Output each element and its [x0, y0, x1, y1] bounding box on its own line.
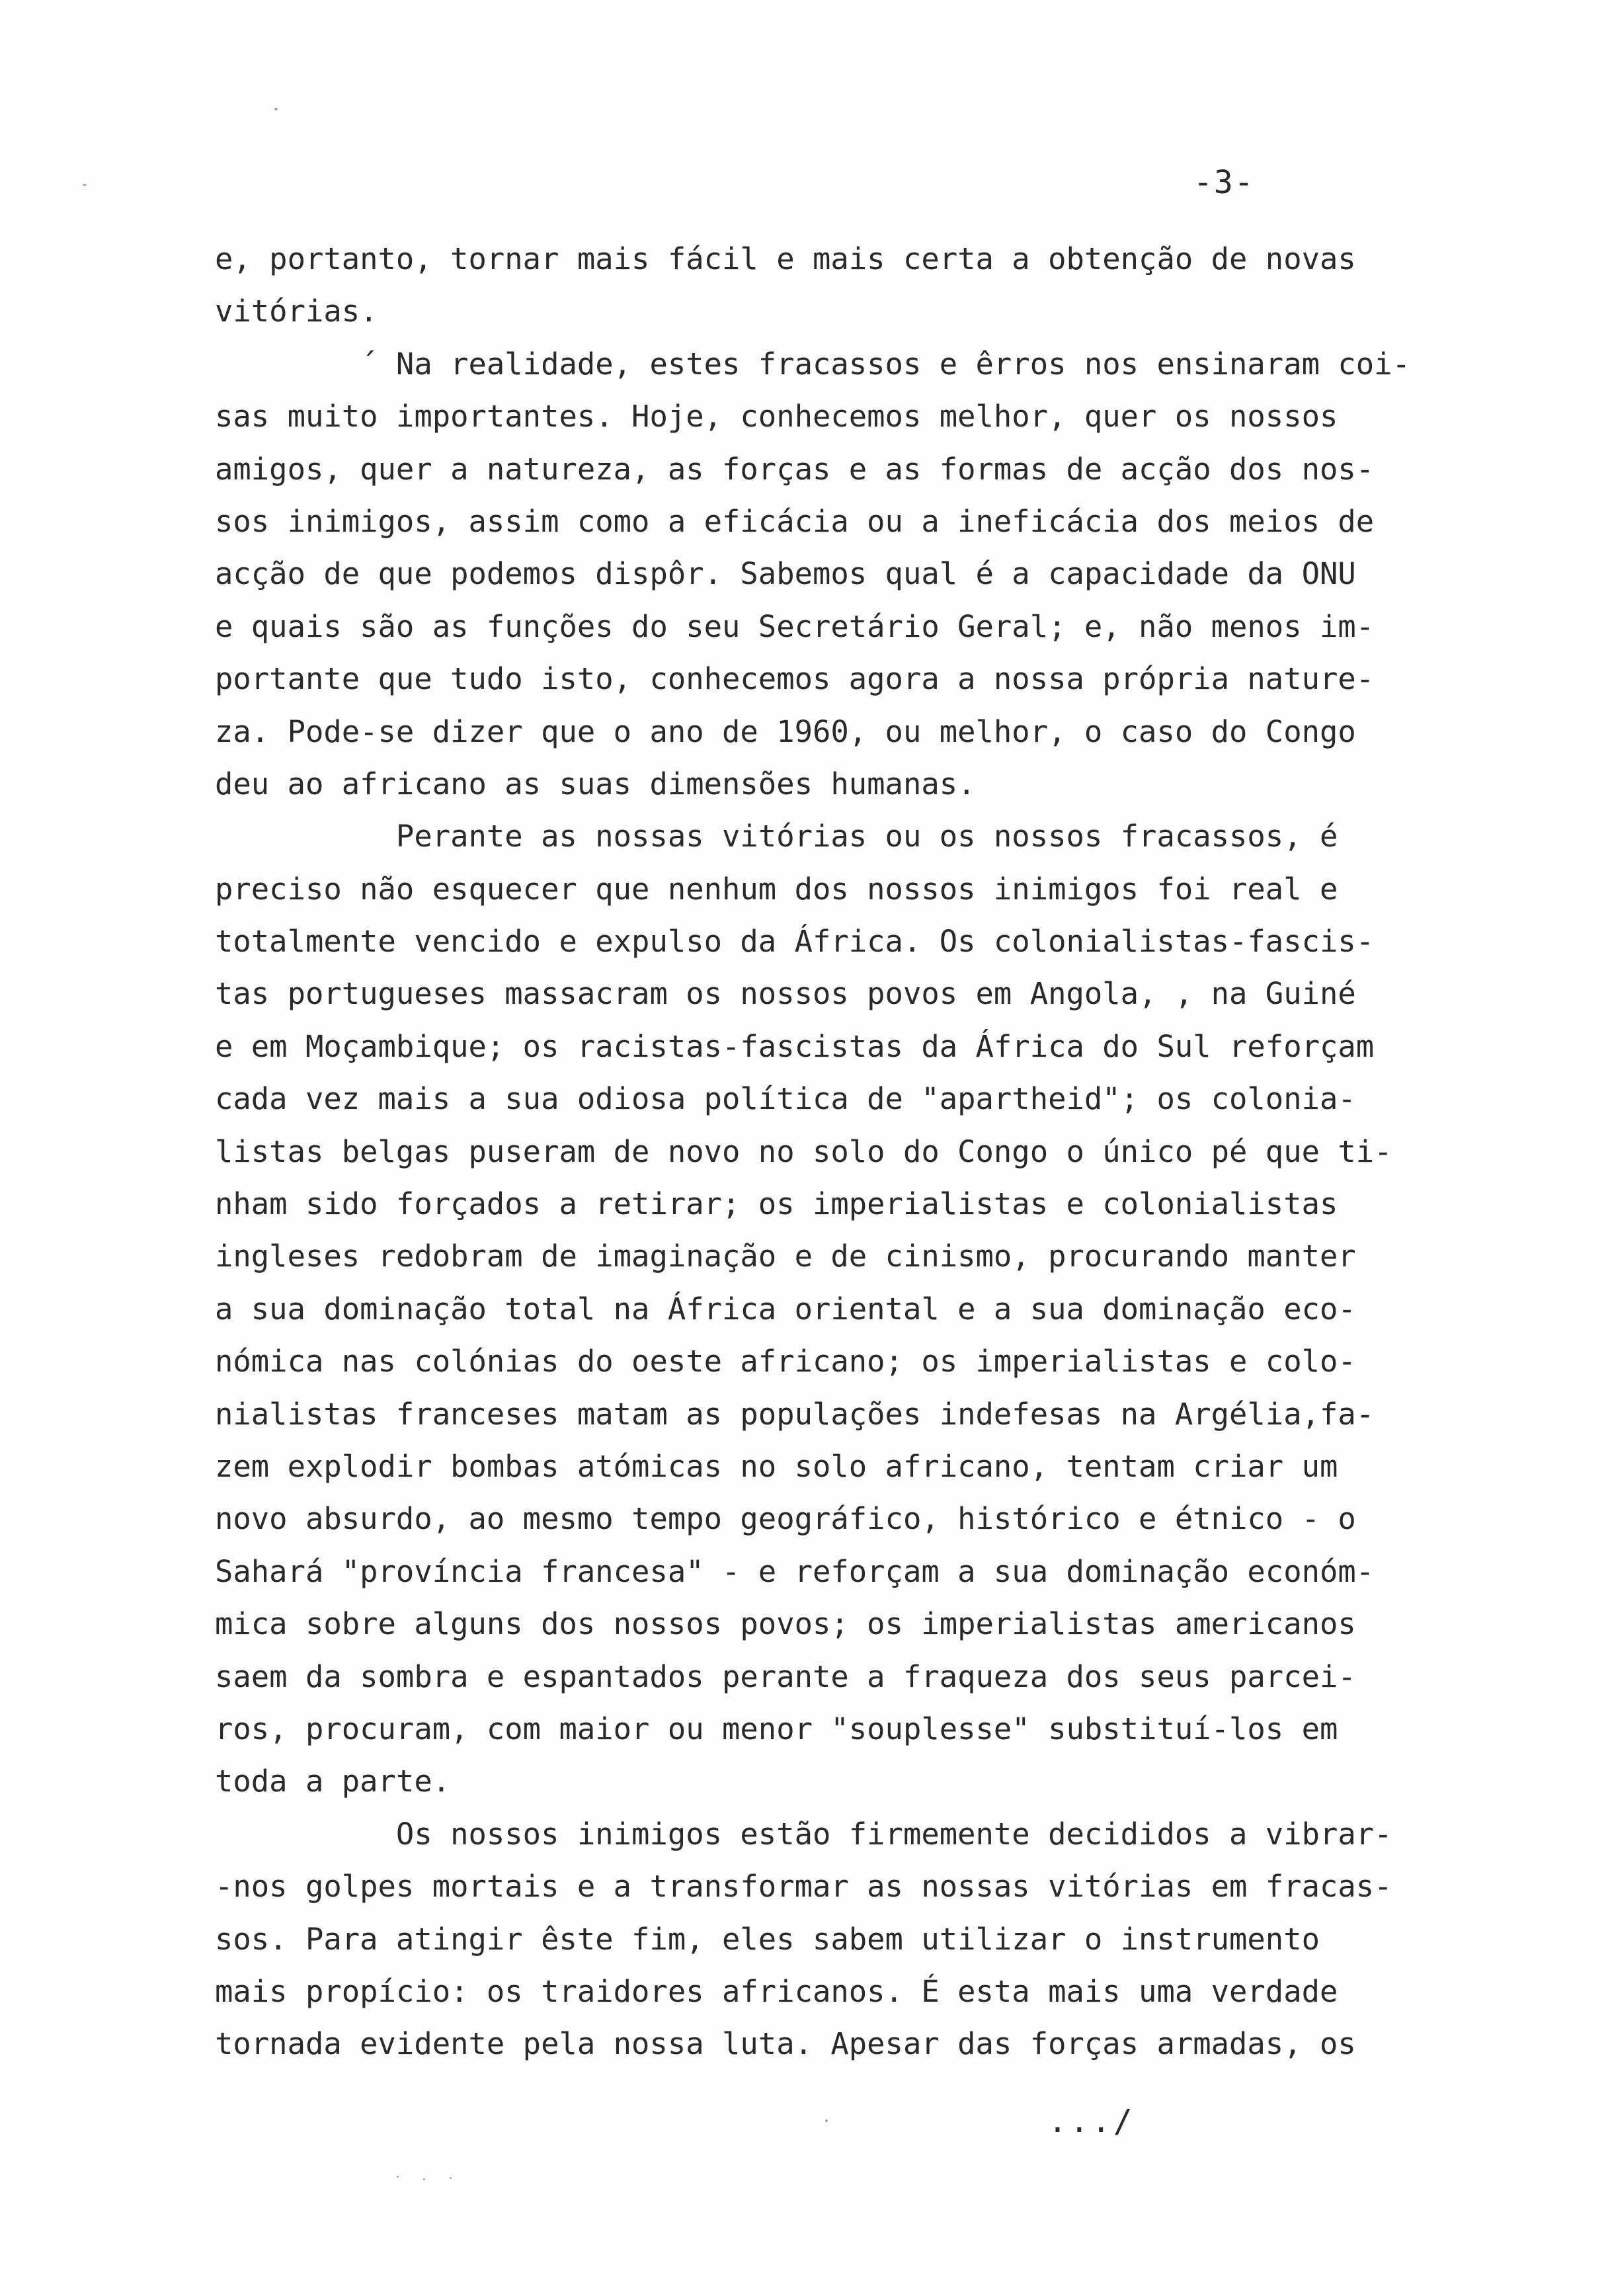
text-line: ´ Na realidade, estes fracassos e êrros nos ensinaram coi-	[215, 346, 1410, 382]
text-line: nómica nas colónias do oeste africano; os imperialistas e colo-	[215, 1344, 1356, 1379]
text-line: Os nossos inimigos estão firmemente decididos a vibrar-	[215, 1816, 1392, 1852]
scan-speck	[274, 108, 278, 110]
scan-speck	[825, 2119, 828, 2122]
scan-speck	[83, 184, 87, 186]
text-line: novo absurdo, ao mesmo tempo geográfico, histórico e étnico - o	[215, 1501, 1356, 1537]
continuation-mark	[1048, 2103, 1135, 2140]
continuation-dots: ...	[1048, 2103, 1113, 2140]
body-text	[215, 233, 1498, 2070]
text-line: acção de que podemos dispôr. Sabemos qual é a capacidade da ONU	[215, 556, 1356, 592]
text-line: nialistas franceses matam as populações indefesas na Argélia,fa-	[215, 1396, 1375, 1432]
page-number: -3-	[1193, 164, 1255, 201]
text-line: ingleses redobram de imaginação e de cinismo, procurando manter	[215, 1239, 1356, 1274]
text-line: sos. Para atingir êste fim, eles sabem utilizar o instrumento	[215, 1921, 1320, 1957]
text-line: sos inimigos, assim como a eficácia ou a ineficácia dos meios de	[215, 503, 1375, 539]
text-line: mais propício: os traidores africanos. É esta mais uma verdade	[215, 1973, 1338, 2009]
paragraph-2	[215, 338, 1498, 811]
text-line: deu ao africano as suas dimensões humanas.	[215, 766, 976, 801]
text-line: Perante as nossas vitórias ou os nossos fracassos, é	[215, 819, 1338, 854]
text-line: sas muito importantes. Hoje, conhecemos melhor, quer os nossos	[215, 399, 1338, 434]
text-line: mica sobre alguns dos nossos povos; os imperialistas americanos	[215, 1606, 1356, 1642]
paragraph-3	[215, 810, 1498, 1807]
text-line: totalmente vencido e expulso da África. Os colonialistas-fascis-	[215, 924, 1375, 960]
text-line: portante que tudo isto, conhecemos agora a nossa própria nature-	[215, 661, 1375, 697]
scan-speck	[423, 2178, 425, 2180]
text-line: listas belgas puseram de novo no solo do Congo o único pé que ti-	[215, 1133, 1392, 1169]
text-line: Sahará "província francesa" - e reforçam a sua dominação económ-	[215, 1553, 1375, 1589]
text-line: zem explodir bombas atómicas no solo africano, tentam criar um	[215, 1448, 1338, 1484]
text-line: nham sido forçados a retirar; os imperialistas e colonialistas	[215, 1186, 1338, 1222]
scan-speck	[450, 2177, 452, 2179]
text-line: -nos golpes mortais e a transformar as nossas vitórias em fracas-	[215, 1869, 1392, 1905]
text-line: vitórias.	[215, 294, 378, 329]
text-line: e, portanto, tornar mais fácil e mais certa a obtenção de novas	[215, 241, 1356, 276]
continuation-slash: /	[1113, 2103, 1135, 2140]
text-line: tornada evidente pela nossa luta. Apesar das forças armadas, os	[215, 2026, 1356, 2062]
text-line: e quais são as funções do seu Secretário Geral; e, não menos im-	[215, 608, 1375, 644]
scan-speck	[397, 2176, 399, 2178]
text-line: a sua dominação total na África oriental e a sua dominação eco-	[215, 1291, 1356, 1327]
text-line: amigos, quer a natureza, as forças e as formas de acção dos nos-	[215, 451, 1375, 487]
text-line: preciso não esquecer que nenhum dos nossos inimigos foi real e	[215, 871, 1338, 907]
text-line: toda a parte.	[215, 1764, 451, 1799]
text-line: tas portugueses massacram os nossos povos em Angola, , na Guiné	[215, 976, 1356, 1012]
text-line: za. Pode-se dizer que o ano de 1960, ou melhor, o caso do Congo	[215, 714, 1356, 749]
text-line: saem da sombra e espantados perante a fraqueza dos seus parcei-	[215, 1659, 1356, 1694]
paragraph-1	[215, 233, 1498, 338]
text-line: cada vez mais a sua odiosa política de "apartheid"; os colonia-	[215, 1081, 1356, 1117]
text-line: ros, procuram, com maior ou menor "souplesse" substituí-los em	[215, 1711, 1338, 1746]
text-line: e em Moçambique; os racistas-fascistas da África do Sul reforçam	[215, 1028, 1375, 1064]
paragraph-4	[215, 1808, 1498, 2070]
